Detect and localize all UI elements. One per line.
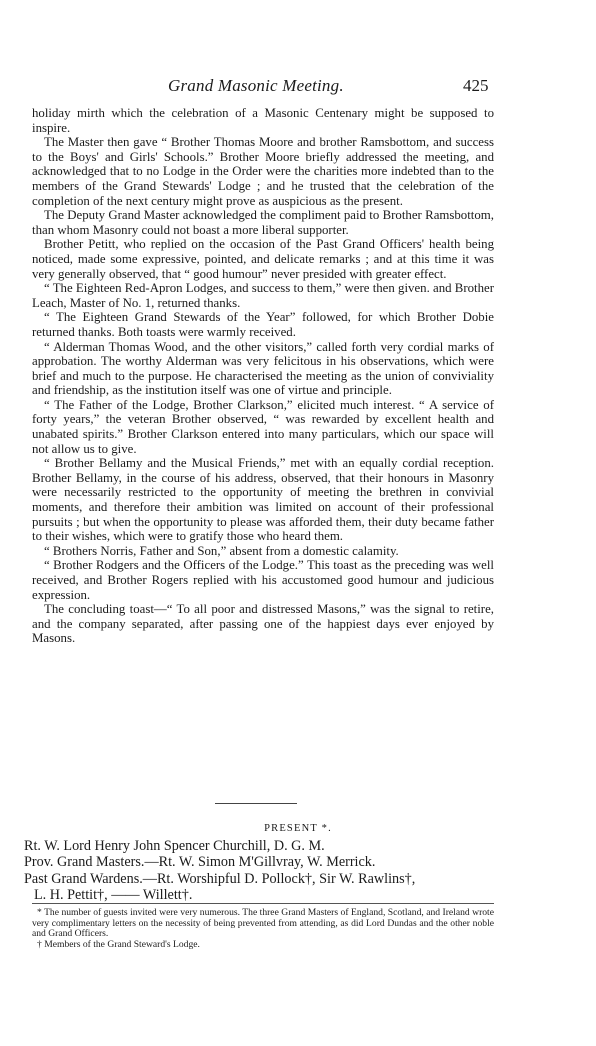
attendee-line: Past Grand Wardens.—Rt. Worshipful D. Pollock†, Sir W. Rawlins†, — [24, 870, 416, 887]
paragraph: “ The Eighteen Grand Stewards of the Year” followed, for which Brother Dobie returned thanks. Both toasts were warmly received. — [32, 310, 494, 339]
paragraph: “ Brother Bellamy and the Musical Friends,” met with an equally cordial reception. Brother Bellamy, in the course of his address, observed, that their honours in Masonry were necessarily restricted to the opportunity of meeting the brethren in convivial moments, and therefore their ambition was limited on account of their professional pursuits ; but when the opportunity to please was afforded them, their duty became father to their wishes, which were to gratify those who heard them. — [32, 456, 494, 544]
footnote-divider — [32, 903, 494, 904]
section-divider — [215, 803, 297, 804]
attendee-line: Rt. W. Lord Henry John Spencer Churchill, D. G. M. — [24, 838, 325, 854]
footnote: † Members of the Grand Steward's Lodge. — [37, 938, 200, 950]
running-title: Grand Masonic Meeting. — [168, 76, 344, 95]
footnotes — [32, 908, 494, 950]
paragraph: The Deputy Grand Master acknowledged the compliment paid to Brother Ramsbottom, than whom Masonry could not boast a more liberal supporter. — [32, 208, 494, 237]
body-text — [32, 106, 494, 646]
paragraph: Brother Petitt, who replied on the occasion of the Past Grand Officers' health being noticed, made some expressive, pointed, and delicate remarks ; and at this time it was very generally observed, that “ good humour” never presided with greater effect. — [32, 237, 494, 281]
present-heading: PRESENT *. — [264, 823, 332, 834]
paragraph: “ Brothers Norris, Father and Son,” absent from a domestic calamity. — [44, 543, 399, 558]
paragraph: “ Alderman Thomas Wood, and the other visitors,” called forth very cordial marks of approbation. The worthy Alderman was very felicitous in his observations, which were brief and much to the purpose. He characterised the meeting as the union of conviviality and friendship, as the institution itself was one of virtue and principle. — [32, 339, 494, 398]
page-number: 425 — [463, 76, 489, 95]
page-header — [0, 76, 596, 98]
paragraph: “ Brother Rodgers and the Officers of the Lodge.” This toast as the preceding was well received, and Brother Rogers replied with his accustomed good humour and judicious expression. — [32, 558, 494, 602]
paragraph: “ The Father of the Lodge, Brother Clarkson,” elicited much interest. “ A service of forty years,” the veteran Brother observed, “ was rewarded by excellent health and unabated spirits.” Brother Clarkson entered into many particulars, which our space will not allow us to give. — [32, 397, 494, 456]
paragraph: “ The Eighteen Red-Apron Lodges, and success to them,” were then given. and Brother Leach, Master of No. 1, returned thanks. — [32, 281, 494, 310]
attendee-list — [24, 838, 504, 904]
paragraph: The Master then gave “ Brother Thomas Moore and brother Ramsbottom, and success to the Boys' and Girls' Schools.” Brother Moore briefly addressed the meeting, and acknowledged that to no Lodge in the Order were the charities more indebted than to the members of the Grand Stewards' Lodge ; and he trusted that the celebration of the completion of the next century might prove as auspicious as the present. — [32, 135, 494, 208]
attendee-line: Prov. Grand Masters.—Rt. W. Simon M'Gillvray, W. Merrick. — [24, 854, 376, 871]
attendee-line: L. H. Pettit†, —— Willett†. — [34, 887, 193, 904]
paragraph: holiday mirth which the celebration of a Masonic Centenary might be supposed to inspire. — [32, 106, 494, 135]
footnote: * The number of guests invited were very numerous. The three Grand Masters of England, Scotland, and Ireland wrote very complimentary letters on the necessity of being prevented from attending, as did Lord Dundas and the other noble and Grand Officers. — [32, 907, 494, 940]
paragraph: The concluding toast—“ To all poor and distressed Masons,” was the signal to retire, and the company separated, after passing one of the happiest days ever enjoyed by Masons. — [32, 602, 494, 646]
